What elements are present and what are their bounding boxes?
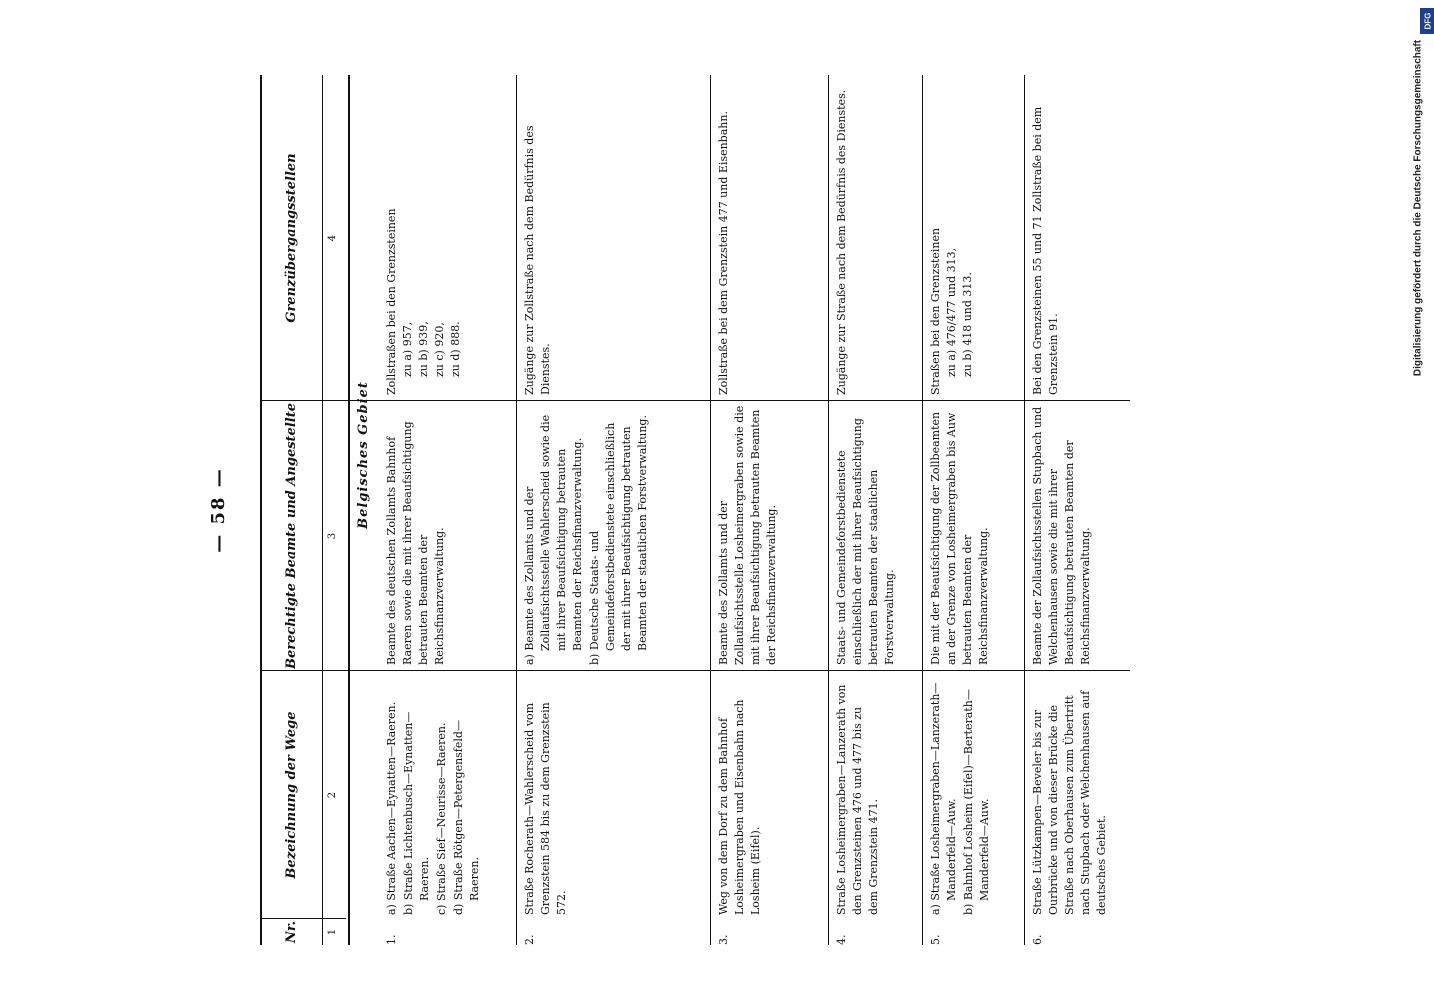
table-row bbox=[522, 75, 702, 945]
credit-text: Digitalisierung gefördert durch die Deutsche Forschungsgemeinschaft bbox=[1412, 39, 1424, 377]
stellen-cell: Bei den Grenzsteinen 55 und 71 Zollstraße bei dem Grenzstein 91. bbox=[1031, 106, 1060, 395]
row-divider bbox=[710, 75, 711, 945]
beamte-cell: Beamte des Zollamts und der Zollaufsichtsstelle Losheimergraben sowie die mit ihrer Beaufsichtigung betrauten Beamten der Reichsfinanzverwaltung. bbox=[717, 405, 778, 665]
row-number: 3. bbox=[717, 934, 730, 945]
stellen-cell: Zugänge zur Zollstraße nach dem Bedürfnis des Dienstes. bbox=[523, 125, 552, 395]
table-row bbox=[834, 75, 914, 945]
table-row bbox=[928, 75, 1018, 945]
stellen-cell: Zollstraße bei dem Grenzstein 477 und Eisenbahn. bbox=[717, 111, 730, 395]
table-row bbox=[716, 75, 816, 945]
header-nr: Nr. 1 bbox=[262, 919, 348, 945]
beamte-cell: Staats- und Gemeindeforstbedienstete einschließlich der mit ihrer Beaufsichtigung betrauten Beamten der staatlichen Forstverwaltung. bbox=[835, 418, 896, 665]
section-title: Belgisches Gebiet bbox=[356, 381, 371, 529]
row-number: 2. bbox=[523, 934, 536, 945]
row-divider bbox=[1024, 75, 1025, 945]
stellen-cell: Zugänge zur Straße nach dem Bedürfnis des Dienstes. bbox=[835, 89, 848, 395]
stellen-cell: Straßen bei den Grenzsteinen zu a) 476/477 und 313, zu b) 418 und 313. bbox=[929, 227, 974, 395]
column-divider bbox=[260, 918, 346, 919]
stellen-cell: Zollstraßen bei den Grenzsteinen zu a) 957, zu b) 939, zu c) 920, zu d) 888. bbox=[385, 208, 462, 395]
beamte-cell: Beamte der Zollaufsichtsstellen Stupbach und Welchenhausen sowie die mit ihrer Beaufsichtigung betrauten Beamten der Reichsfinanzverwaltung. bbox=[1031, 406, 1092, 665]
row-divider bbox=[516, 75, 517, 945]
table-row bbox=[1030, 75, 1125, 945]
wege-cell: a) Straße Losheimergraben—Lanzerath—Manderfeld—Auw. b) Bahnhof Losheim (Eifel)—Berterath—Manderfeld—Auw. bbox=[929, 682, 991, 915]
header-wege: Bezeichnung der Wege 2 bbox=[262, 671, 348, 919]
dfg-logo: DFG bbox=[1420, 8, 1434, 34]
wege-cell: Straße Rocherath—Wahlerscheid vom Grenzstein 584 bis zu dem Grenzstein 572. bbox=[523, 702, 568, 915]
beamte-cell: a) Beamte des Zollamts und der Zollaufsichtsstelle Wahlerscheid sowie die mit ihrer Beaufsichtigung betrauten Beamten der Reichsfinanzverwaltung. b) Deutsche Staats- und Gemeindeforstbedienstete einschließlich der mit ihrer Beaufsichtigung betrauten Beamten der staatlichen Forstverwaltung. bbox=[523, 414, 649, 665]
row-number: 4. bbox=[835, 934, 848, 945]
table-header bbox=[260, 75, 350, 945]
rotated-page-content bbox=[200, 75, 1140, 945]
wege-cell: a) Straße Aachen—Eynatten—Raeren. b) Straße Lichtenbusch—Eynatten—Raeren. c) Straße Sief—Neurisse—Raeren. d) Straße Rötgen—Petergensfeld—Raeren. bbox=[385, 701, 481, 915]
header-beamte: Berechtigte Beamte und Angestellte 3 bbox=[262, 401, 348, 671]
header-stellen: Grenzübergangsstellen 4 bbox=[262, 75, 348, 401]
page-number: — 58 — bbox=[208, 467, 229, 553]
routes-table bbox=[260, 75, 1130, 945]
digitization-credit bbox=[1398, 8, 1434, 998]
row-divider bbox=[828, 75, 829, 945]
beamte-cell: Die mit der Beaufsichtigung der Zollbeamten an der Grenze von Losheimergraben bis Auw betrauten Beamten der Reichsfinanzverwaltung. bbox=[929, 411, 990, 665]
row-divider bbox=[922, 75, 923, 945]
row-number: 5. bbox=[929, 934, 942, 945]
wege-cell: Straße Lützkampen—Beveler bis zur Ourbrücke und von dieser Brücke die Straße nach Oberhausen zum Übertritt nach Stupbach oder Welchenhausen auf deutsches Gebiet. bbox=[1031, 690, 1108, 915]
beamte-cell: Beamte des deutschen Zollamts Bahnhof Raeren sowie die mit ihrer Beaufsichtigung betrauten Beamten der Reichsfinanzverwaltung. bbox=[385, 421, 446, 665]
row-number: 1. bbox=[385, 934, 398, 945]
table-row bbox=[384, 75, 504, 945]
wege-cell: Straße Losheimergraben—Lanzerath von den Grenzsteinen 476 und 477 bis zu dem Grenzstein 471. bbox=[835, 684, 880, 915]
row-number: 6. bbox=[1031, 934, 1044, 945]
wege-cell: Weg von dem Dorf zu dem Bahnhof Losheimergraben und Eisenbahn nach Losheim (Eifel). bbox=[717, 699, 762, 915]
